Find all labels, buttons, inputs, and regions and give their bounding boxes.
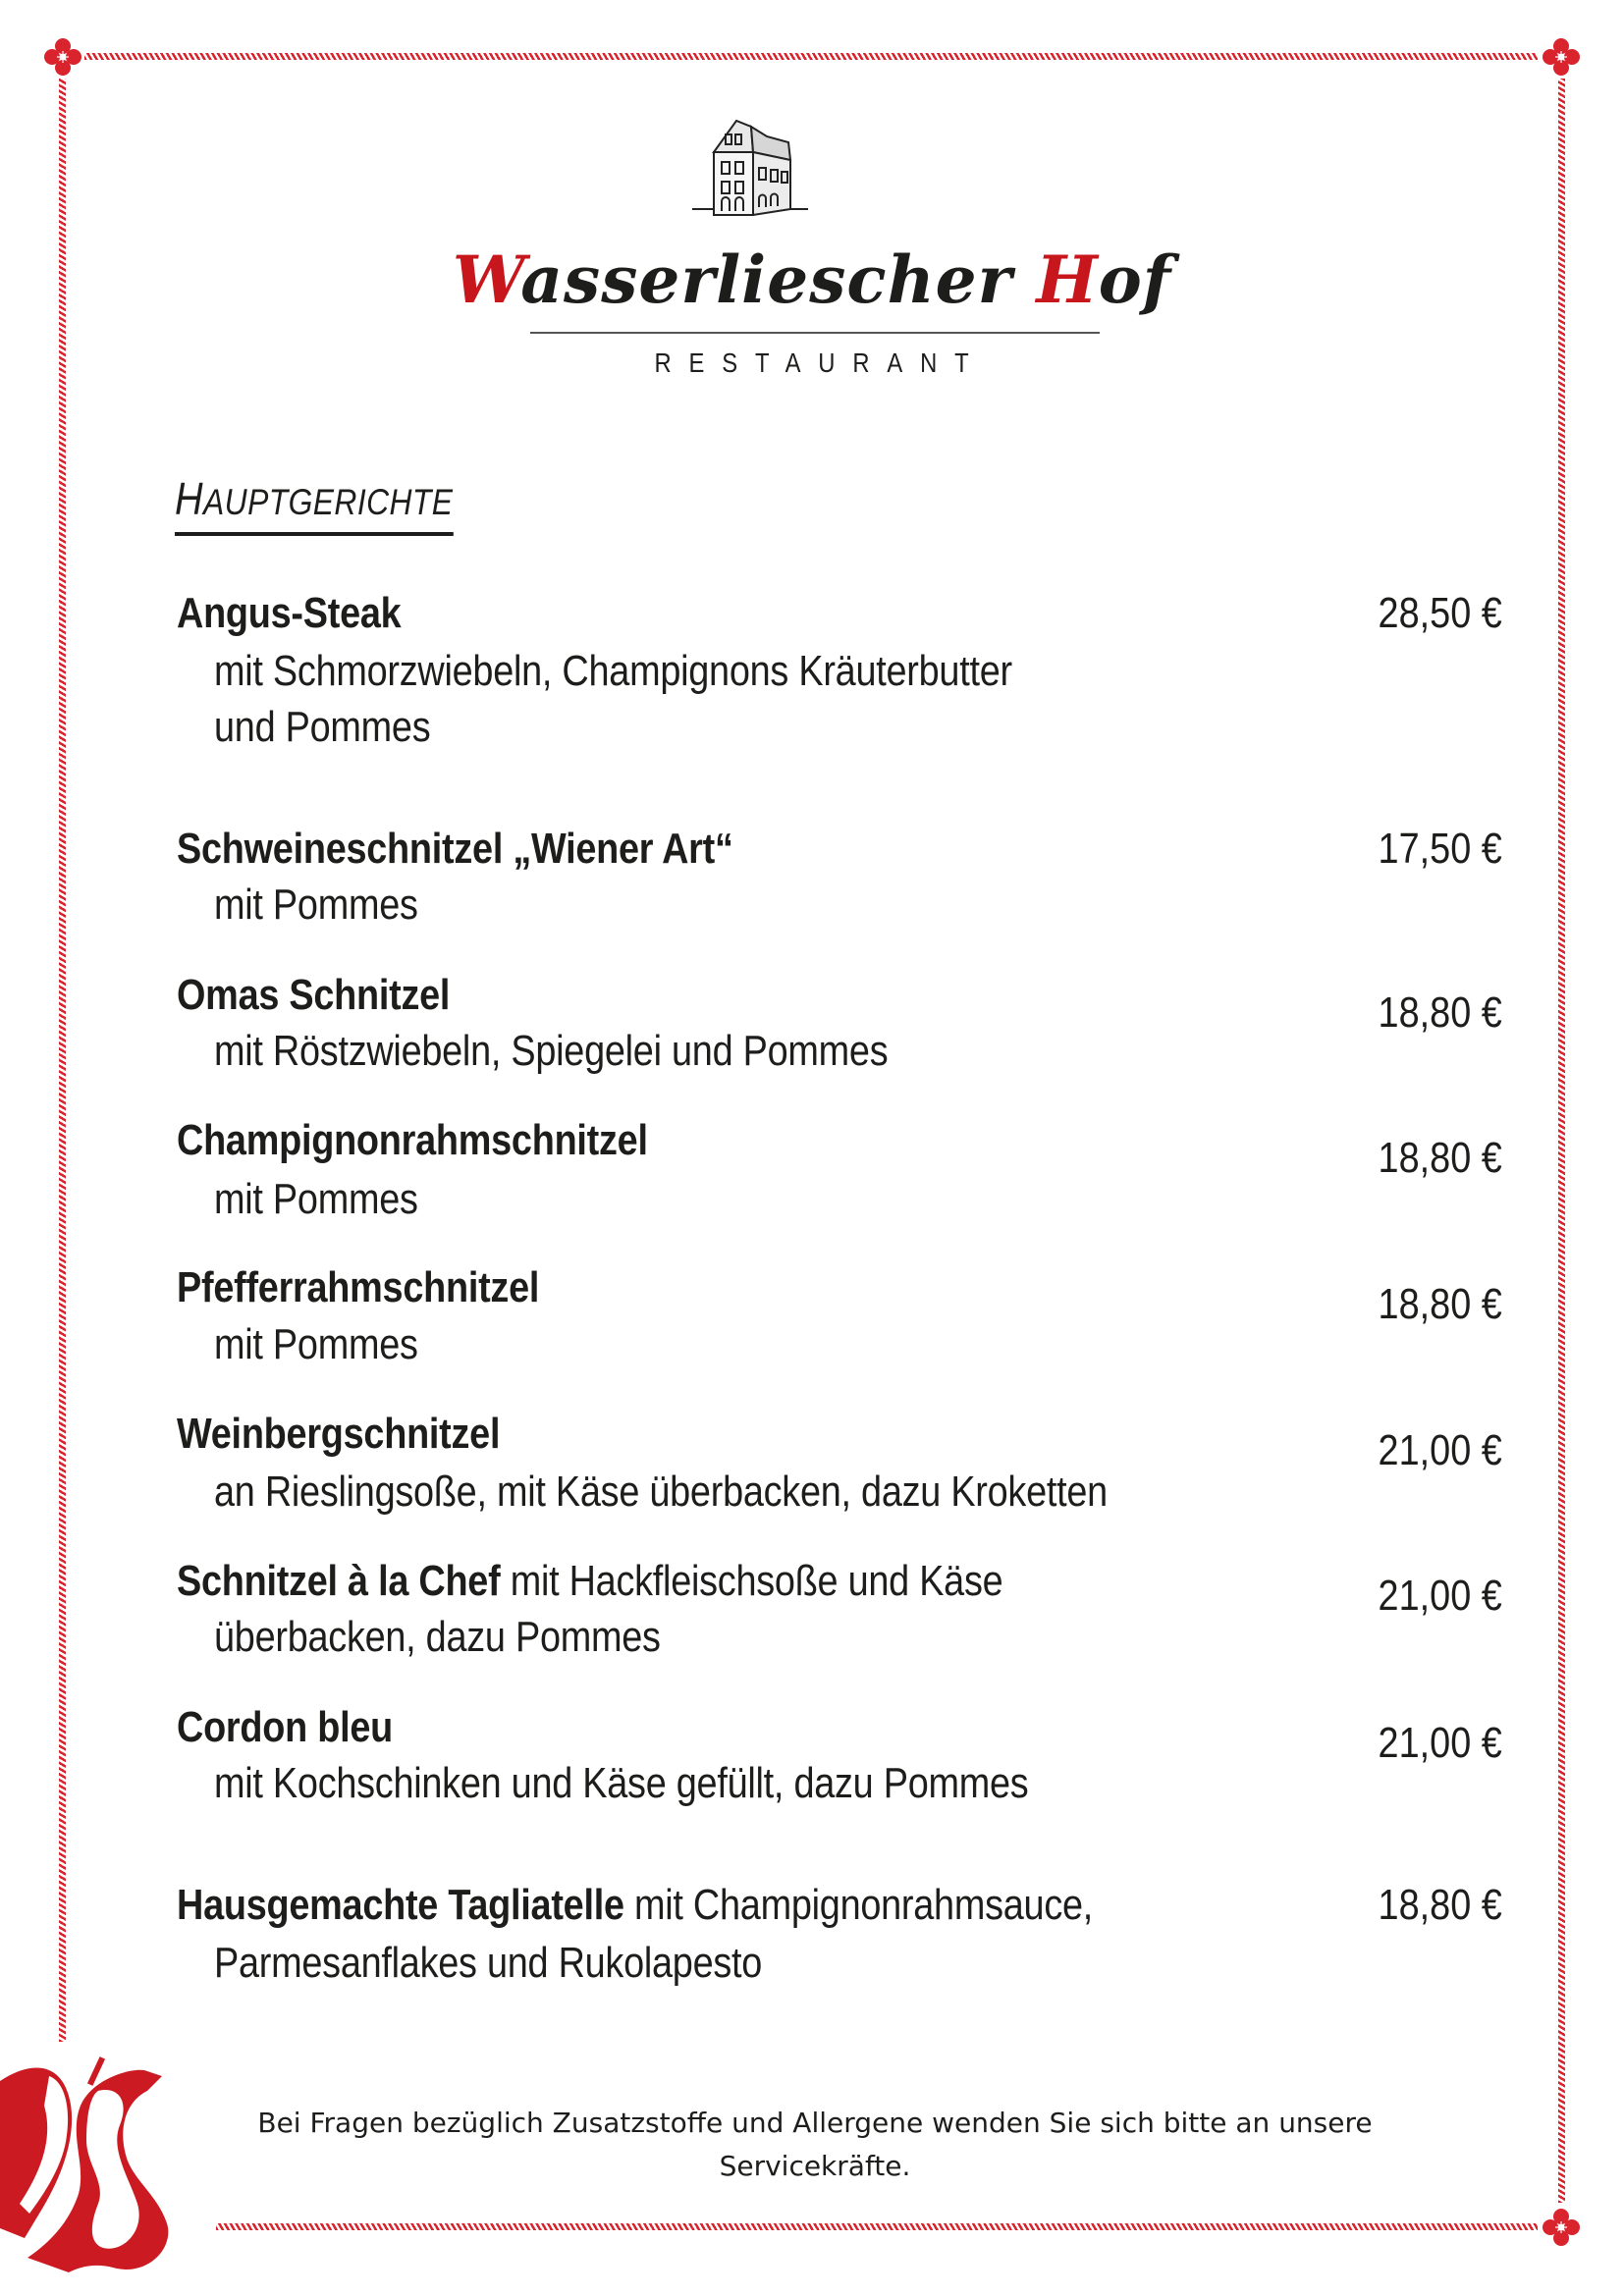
item-desc: an Rieslingsoße, mit Käse überbacken, dazu Kroketten	[214, 1468, 1108, 1516]
item-name: Pfefferrahmschnitzel	[177, 1263, 540, 1311]
restaurant-name	[0, 236, 1624, 324]
item-desc: mit Pommes	[214, 1175, 418, 1223]
item-name: Cordon bleu	[177, 1703, 393, 1751]
corner-ornament-top-left-icon	[43, 37, 82, 77]
item-name: Schweineschnitzel „Wiener Art“	[177, 825, 733, 873]
item-desc: und Pommes	[214, 703, 431, 751]
section-title-initial: H	[175, 473, 204, 524]
item-desc: Parmesanflakes und Rukolapesto	[214, 1939, 763, 1987]
item-name: Hausgemachte Tagliatelle mit Champignonrahmsauce,	[177, 1881, 1094, 1929]
item-name: Angus-Steak	[177, 589, 402, 637]
title-word-1: asserliescher	[520, 241, 1037, 318]
corner-ornament-bottom-right-icon	[1542, 2208, 1581, 2247]
item-price: 18,80 €	[1378, 1280, 1502, 1328]
allergen-notice-line-2: Servicekräfte.	[719, 2150, 911, 2182]
item-desc: mit Schmorzwiebeln, Champignons Kräuterbutter	[214, 647, 1012, 695]
item-price: 28,50 €	[1378, 589, 1502, 637]
item-price: 21,00 €	[1378, 1719, 1502, 1767]
allergen-notice	[216, 2102, 1414, 2188]
title-initial-w: W	[452, 241, 521, 318]
border-right	[1558, 79, 1565, 2203]
item-price: 17,50 €	[1378, 825, 1502, 873]
restaurant-subtitle: RESTAURANT	[654, 347, 987, 378]
item-desc: mit Pommes	[214, 1320, 418, 1368]
item-desc: mit Röstzwiebeln, Spiegelei und Pommes	[214, 1027, 889, 1075]
item-name: Omas Schnitzel	[177, 971, 451, 1019]
item-desc: mit Kochschinken und Käse gefüllt, dazu Pommes	[214, 1759, 1029, 1807]
title-word-2: of	[1098, 241, 1172, 318]
item-name: Weinbergschnitzel	[177, 1410, 501, 1458]
title-divider	[530, 332, 1100, 334]
allergen-notice-line-1: Bei Fragen bezüglich Zusatzstoffe und Allergene wenden Sie sich bitte an unsere	[257, 2107, 1373, 2139]
section-title	[175, 469, 453, 536]
item-price: 21,00 €	[1378, 1426, 1502, 1474]
item-price: 18,80 €	[1378, 1881, 1502, 1929]
border-top	[84, 53, 1538, 60]
item-name: Champignonrahmschnitzel	[177, 1116, 648, 1164]
item-desc: mit Pommes	[214, 881, 418, 929]
item-name: Schnitzel à la Chef mit Hackfleischsoße und Käse	[177, 1557, 1003, 1605]
apple-pear-logo-icon	[0, 2056, 211, 2277]
building-logo-icon	[692, 113, 815, 221]
item-desc: überbacken, dazu Pommes	[214, 1613, 661, 1661]
title-initial-h: H	[1036, 241, 1099, 318]
item-price: 18,80 €	[1378, 1134, 1502, 1182]
section-title-rest: AUPTGERICHTE	[203, 482, 454, 522]
border-bottom	[216, 2223, 1538, 2230]
corner-ornament-top-right-icon	[1542, 37, 1581, 77]
item-price: 21,00 €	[1378, 1572, 1502, 1620]
item-price: 18,80 €	[1378, 988, 1502, 1037]
border-left	[59, 79, 66, 2042]
